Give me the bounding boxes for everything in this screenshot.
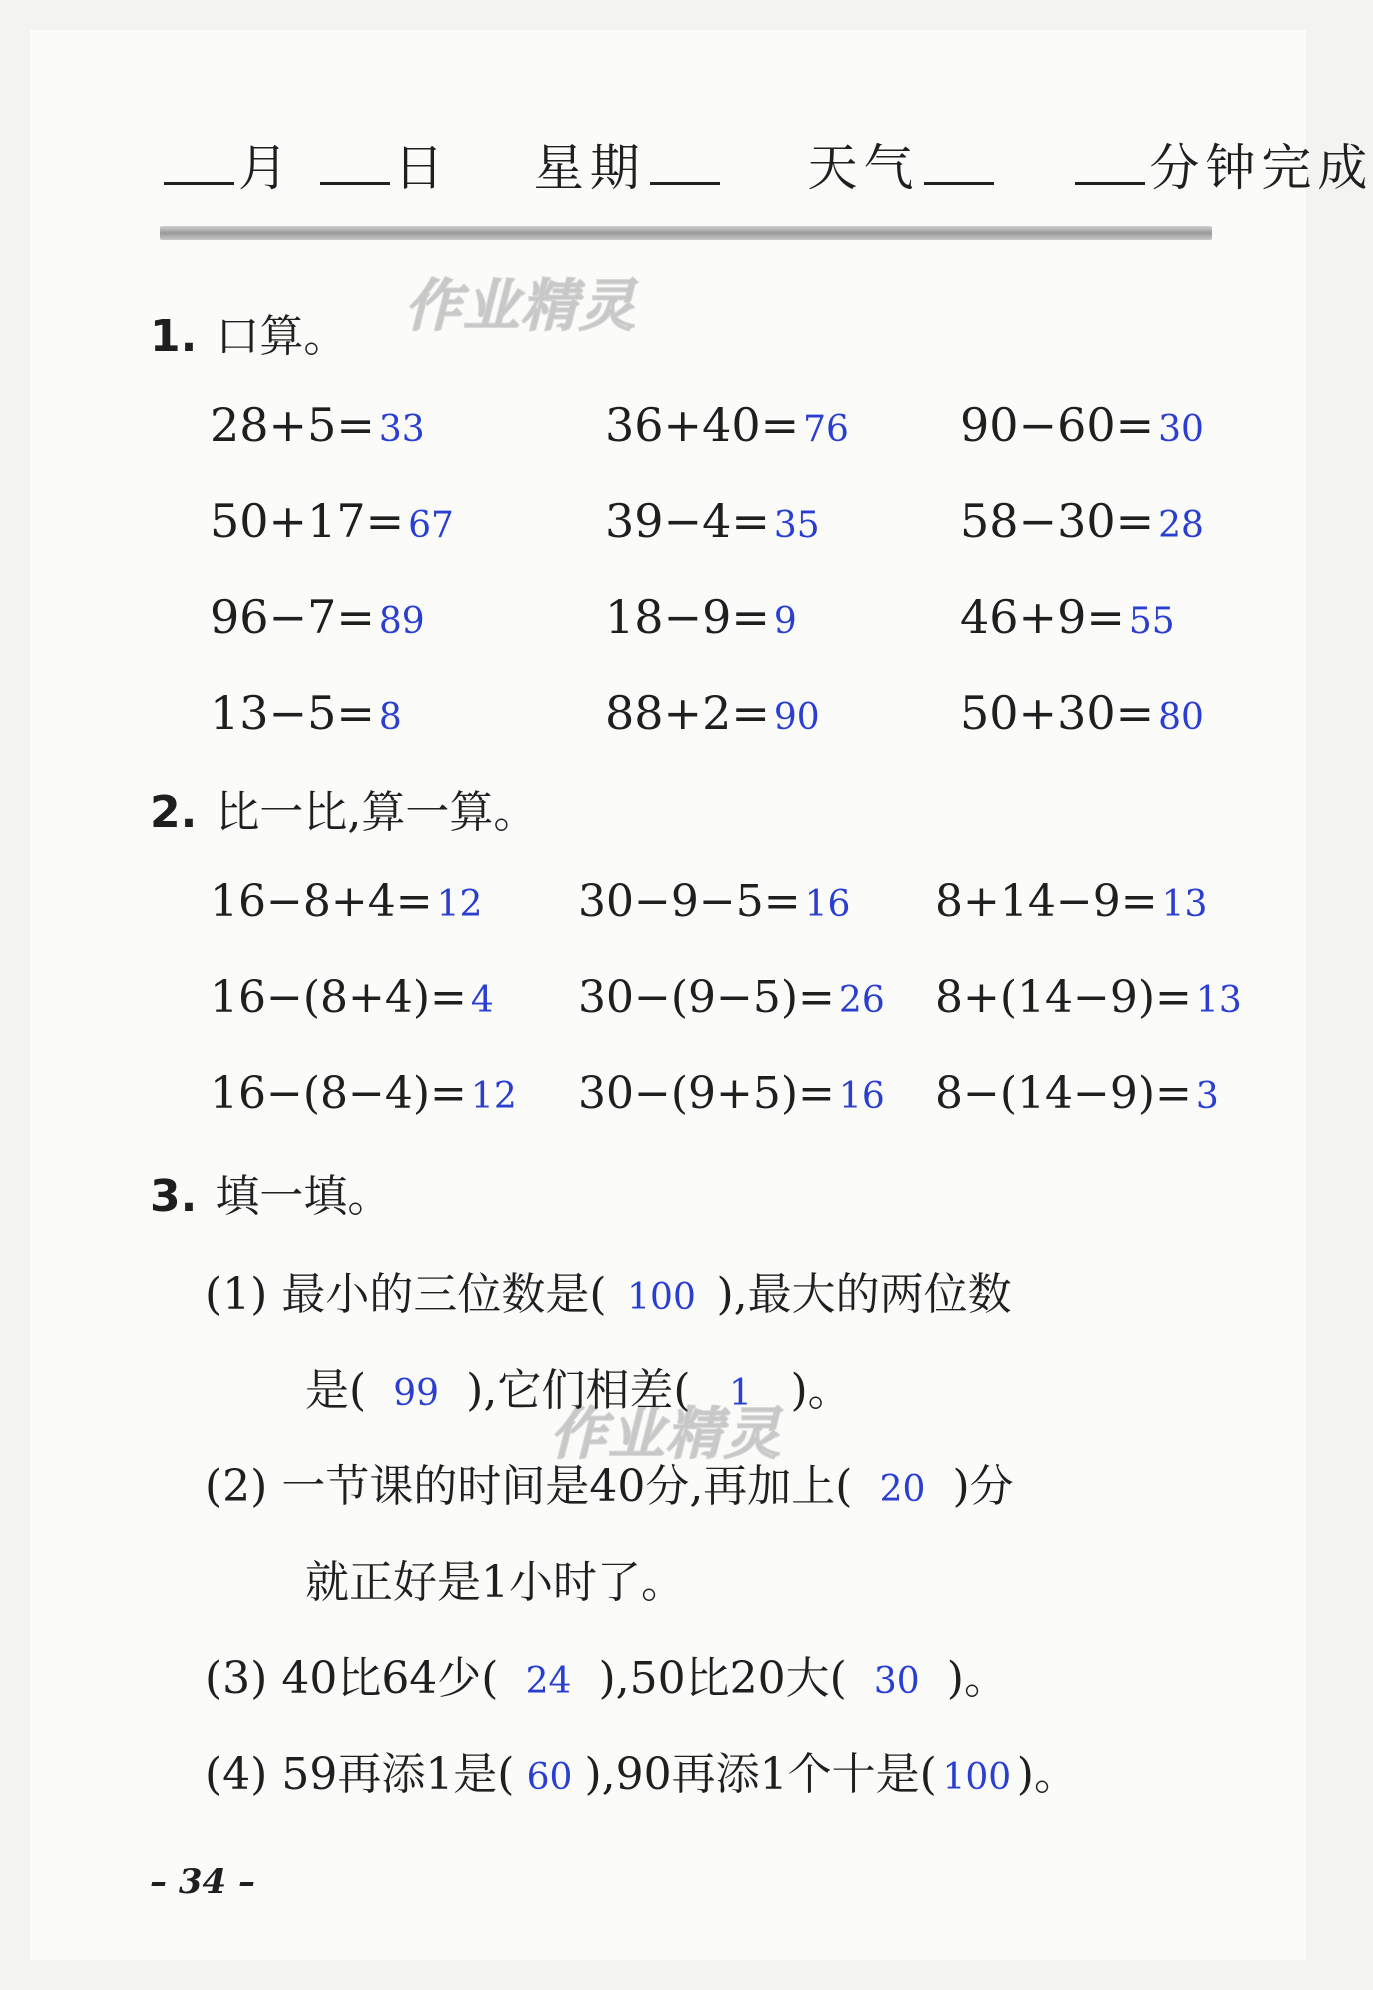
expression: 16−(8+4)= [210, 972, 467, 1023]
question-text: ),50比20大( [598, 1653, 847, 1704]
answer: 90 [773, 697, 820, 738]
question-text: ),90再添1个十是( [584, 1749, 937, 1800]
day-blank [320, 180, 390, 185]
expression: 8+14−9= [935, 876, 1158, 927]
watermark: 作业精灵 [405, 274, 637, 339]
answer: 12 [436, 884, 483, 925]
question-text: 就正好是1小时了。 [305, 1557, 685, 1608]
answer: 26 [838, 980, 885, 1021]
expression: 88+2= [605, 686, 770, 740]
question-text: 59再添1是( [281, 1749, 515, 1800]
question-2-line-2 [305, 1546, 685, 1610]
minutes-blank [1075, 180, 1145, 185]
month-label: 月 [238, 139, 294, 197]
answer: 9 [773, 601, 797, 642]
question-text: 是( [305, 1365, 367, 1416]
header-line [160, 128, 1373, 198]
answer: 12 [470, 1076, 517, 1117]
expression: 46+9= [960, 590, 1125, 644]
question-text: 40比64少( [281, 1653, 499, 1704]
expression: 50+17= [210, 494, 405, 548]
answer: 80 [1158, 697, 1204, 738]
expression: 8+(14−9)= [935, 972, 1192, 1023]
section-number: 3. [150, 1171, 198, 1222]
question-3-line [205, 1642, 1008, 1706]
problem [578, 1068, 885, 1119]
minutes-label: 分钟完成 [1149, 139, 1373, 197]
answer: 20 [879, 1469, 926, 1510]
weather-blank [924, 180, 994, 185]
answer: 13 [1195, 980, 1242, 1021]
answer: 35 [773, 505, 820, 546]
weather-label: 天气 [807, 139, 920, 197]
problem [210, 398, 425, 452]
expression: 13−5= [210, 686, 375, 740]
question-2-line-1 [205, 1450, 1014, 1514]
expression: 36+40= [605, 398, 800, 452]
problem [210, 686, 402, 740]
expression: 50+30= [960, 686, 1155, 740]
answer: 67 [408, 505, 454, 546]
expression: 30−9−5= [578, 876, 801, 927]
question-label: (3) [205, 1653, 268, 1704]
expression: 96−7= [210, 590, 375, 644]
watermark: 作业精灵 [550, 1402, 782, 1467]
problem [210, 1068, 517, 1119]
question-1-line-1 [205, 1258, 1012, 1322]
section-2-title [150, 776, 537, 840]
expression: 16−8+4= [210, 876, 433, 927]
problem [578, 876, 850, 927]
question-label: (2) [205, 1461, 268, 1512]
problem [210, 590, 425, 644]
weekday-label: 星期 [533, 139, 646, 197]
expression: 16−(8−4)= [210, 1068, 467, 1119]
section-title: 口算。 [215, 311, 348, 362]
question-text: ),最大的两位数 [716, 1269, 1012, 1320]
question-4-line [205, 1738, 1078, 1802]
answer: 13 [1161, 884, 1208, 925]
question-text: )。 [790, 1365, 852, 1416]
expression: 30−(9−5)= [578, 972, 835, 1023]
answer: 3 [1195, 1076, 1219, 1117]
section-title: 填一填。 [215, 1171, 392, 1222]
answer: 30 [1158, 409, 1204, 450]
answer: 99 [393, 1373, 440, 1414]
question-text: )。 [946, 1653, 1008, 1704]
expression: 18−9= [605, 590, 770, 644]
section-1-title [150, 300, 347, 364]
month-blank [164, 180, 234, 185]
question-1-line-2 [305, 1354, 852, 1418]
answer: 76 [803, 409, 849, 450]
answer: 100 [942, 1757, 1012, 1798]
section-title: 比一比,算一算。 [215, 787, 538, 838]
problem [605, 686, 820, 740]
problem [578, 972, 885, 1023]
expression: 39−4= [605, 494, 770, 548]
day-label: 日 [393, 139, 450, 197]
problem [605, 398, 849, 452]
expression: 90−60= [960, 398, 1155, 452]
answer: 16 [804, 884, 851, 925]
answer: 55 [1128, 601, 1175, 642]
question-text: 最小的三位数是( [281, 1269, 607, 1320]
question-text: )。 [1016, 1749, 1078, 1800]
answer: 4 [470, 980, 494, 1021]
problem [960, 398, 1204, 452]
section-number: 2. [150, 787, 198, 838]
section-number: 1. [150, 311, 198, 362]
problem [605, 494, 820, 548]
answer: 100 [627, 1277, 696, 1318]
problem [960, 494, 1204, 548]
problem [960, 590, 1175, 644]
answer: 8 [378, 697, 402, 738]
question-text: 一节课的时间是40分,再加上( [281, 1461, 853, 1512]
question-label: (4) [205, 1749, 268, 1800]
expression: 30−(9+5)= [578, 1068, 835, 1119]
weekday-blank [650, 180, 720, 185]
problem [935, 972, 1242, 1023]
expression: 28+5= [210, 398, 375, 452]
answer: 33 [378, 409, 425, 450]
problem [935, 1068, 1219, 1119]
answer: 89 [378, 601, 425, 642]
question-label: (1) [205, 1269, 268, 1320]
expression: 8−(14−9)= [935, 1068, 1192, 1119]
page-number: – 34 – [150, 1862, 255, 1902]
answer: 16 [838, 1076, 885, 1117]
answer: 1 [729, 1373, 752, 1414]
problem [935, 876, 1207, 927]
expression: 58−30= [960, 494, 1155, 548]
question-text: ),它们相差( [466, 1365, 691, 1416]
problem [605, 590, 797, 644]
answer: 28 [1158, 505, 1204, 546]
answer: 24 [525, 1661, 572, 1702]
header-divider [160, 226, 1212, 240]
section-3-title [150, 1160, 391, 1224]
problem [210, 494, 454, 548]
problem [210, 876, 482, 927]
problem [960, 686, 1204, 740]
problem [210, 972, 494, 1023]
answer: 60 [526, 1757, 573, 1798]
question-text: )分 [952, 1461, 1014, 1512]
answer: 30 [873, 1661, 920, 1702]
